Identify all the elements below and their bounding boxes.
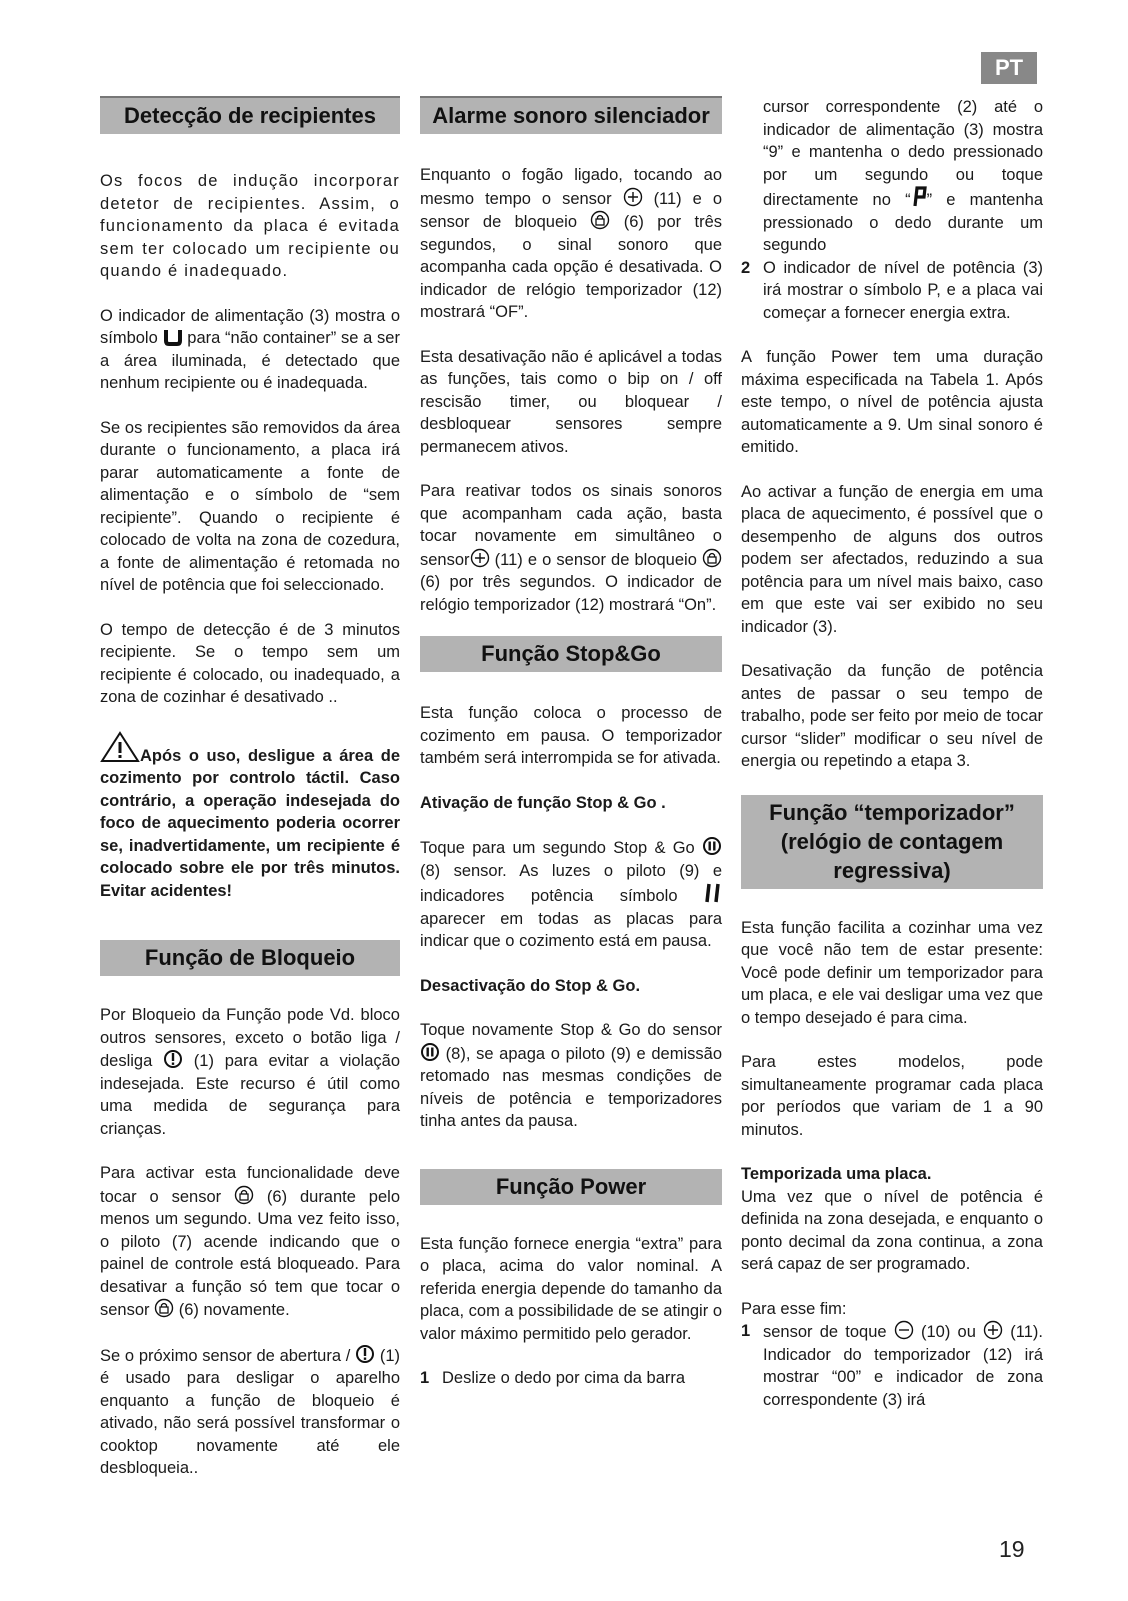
no-container-symbol-icon [163,328,183,346]
lock-sensor-icon [702,548,722,568]
paragraph: Se os recipientes são removidos da área durante o funcionamento, a placa irá parar automaticamente a fonte de alimentação e o símbolo de “sem recipiente”. Quando o recipiente é colocado de volta na zona de cozedura, a fonte de alimentação é retomada no nível de potência que foi seleccionado. [100,418,400,594]
section-heading-timer-function: Função “temporizador” (relógio de contagem regressiva) [741,795,1043,889]
lock-sensor-icon [590,210,610,230]
step-text: sensor de toque (10) ou (11). Indicador do temporizador (12) irá mostrar “00” e indicador de zona correspondente (3) irá [763,1320,1043,1411]
paragraph: Por Bloqueio da Função pode Vd. bloco outros sensores, exceto o botão liga / desliga (1) para evitar a violação indesejada. Este recurso é útil como uma medida de segurança para crianças. [100,1006,401,1138]
warning-triangle-icon [100,731,140,763]
paragraph: Uma vez que o nível de potência é definida na zona desejada, e enquanto o ponto decimal da zona continua, a zona será capaz de ser programado. [741,1187,1043,1273]
plus-sensor-icon [623,187,643,207]
section-heading-alarm-silencer: Alarme sonoro silenciador [420,96,722,134]
lock-sensor-icon [234,1185,254,1205]
pause-sensor-icon [702,836,722,856]
paragraph: cursor correspondente (2) até o indicador de alimentação (3) mostra “9” e mantenha o dedo pressionado por um segundo ou toque directamente no “ ” e mantenha pressionado o dedo durante um segundo [763,98,1044,254]
power-button-icon [355,1344,375,1364]
subheading: Desactivação do Stop & Go. [420,976,641,995]
paragraph: Para activar esta funcionalidade deve tocar o sensor (6) durante pelo menos um segundo. Uma vez feito isso, o piloto (7) acende indicando que o painel de controle está bloqueado. Para desativar a função só tem que tocar o sensor (6) novamente. [100,1164,400,1319]
plus-sensor-icon [470,548,490,568]
column-2 [420,96,722,1390]
subheading: Ativação de função Stop & Go . [420,793,666,812]
paragraph: Para reativar todos os sinais sonoros que acompanham cada ação, basta tocar novamente em simultâneo o sensor (11) e o sensor de bloqueio (6) por três segundos. O indicador de relógio temporizador (12) mostrará “On”. [420,482,722,614]
paragraph: Enquanto o fogão ligado, tocando ao mesmo tempo o sensor (11) e o sensor de bloqueio (6) por três segundos, o sinal sonoro que acompanha cada opção é desativada. O indicador de relógio temporizador (12) mostrará “OF”. [420,166,722,321]
paragraph: Os focos de indução incorporar detetor de recipientes. Assim, o funcionamento da placa é evitada sem ter colocado um recipiente ou quando é inadequado. [100,172,400,280]
plus-sensor-icon [983,1320,1003,1340]
paragraph: Esta desativação não é aplicável a todas as funções, tais como o bip on / off rescisão timer, ou bloquear / desbloquear sensores sempre permanecem ativos. [420,347,722,456]
paragraph: Toque novamente Stop & Go do sensor (8), se apaga o piloto (9) e demissão retomado nas mesmas condições de níveis de potência e temporizadores tinha antes da pausa. [420,1021,722,1130]
pause-sensor-icon [420,1042,440,1062]
paragraph: Se o próximo sensor de abertura / (1) é usado para desligar o aparelho enquanto a função de bloqueio é ativado, não será possível transformar o cooktop novamente até ele desbloqueia.. [100,1344,400,1480]
column-1 [100,96,400,1480]
warning-paragraph: Após o uso, desligue a área de cozimento por controlo táctil. Caso contrário, a operação indesejada do foco de aquecimento poderia ocorrer se, inadvertidamente, um recipiente é colocado sobre ele por três minutos. Evitar acidentes! [100,731,400,903]
paragraph: O indicador de alimentação (3) mostra o símbolo para “não container” se a ser a área iluminada, é detectado que nenhum recipiente ou é inadequada. [100,306,400,392]
pause-symbol-icon [704,882,722,904]
section-heading-power-function: Função Power [420,1169,722,1205]
subheading: Temporizada uma placa. [741,1165,932,1183]
page-number: 19 [999,1536,1025,1562]
step-text: O indicador de nível de potência (3) irá mostrar o símbolo P, e a placa vai começar a fornecer energia extra. [763,258,1043,322]
step-number: 1 [741,1322,751,1340]
column-3 [741,96,1043,1411]
paragraph: Desativação da função de potência antes de passar o seu tempo de trabalho, pode ser feito por meio de tocar cursor “slider” modificar o seu nível de energia ou repetindo a etapa 3. [741,662,1043,770]
numbered-step [741,257,1043,325]
paragraph: Toque para um segundo Stop & Go (8) sensor. As luzes o piloto (9) e indicadores potência símbolo aparecer em todas as placas para indicar que o cozimento está em pausa. [420,836,722,953]
paragraph: O tempo de detecção é de 3 minutos recipiente. Se o tempo sem um recipiente é colocado, ou inadequado, a zona de cozinhar é desativado .. [100,620,400,706]
paragraph: Para estes modelos, pode simultaneamente programar cada placa por períodos que variam de 1 a 90 minutos. [741,1053,1043,1139]
numbered-step [741,1320,1043,1411]
lock-sensor-icon [154,1298,174,1318]
step-text: Deslize o dedo por cima da barra [442,1369,686,1387]
paragraph: Esta função fornece energia “extra” para o placa, acima do valor nominal. A referida energia depende do tamanho da placa, com a possibilidade de se atingir o valor máximo permitido pelo gerador. [420,1234,722,1343]
step-number: 1 [420,1369,430,1387]
minus-sensor-icon [894,1320,914,1340]
paragraph: Esta função coloca o processo de cozimento em pausa. O temporizador também será interrompida se for ativada. [420,704,722,767]
paragraph: A função Power tem uma duração máxima especificada na Tabela 1. Após este tempo, o nível de potência ajusta automaticamente a 9. Um sinal sonoro é emitido. [741,348,1043,456]
section-heading-container-detection: Detecção de recipientes [100,96,400,134]
section-heading-lock-function: Função de Bloqueio [100,940,400,976]
paragraph: Ao activar a função de energia em uma placa de aquecimento, é possível que o desempenho de alguns dos outros podem ser afectados, reduzindo a sua potência para um nível mais baixo, caso em que este vai ser exibido no seu indicador (3). [741,482,1043,636]
step-number: 2 [741,258,751,277]
language-tab: PT [981,52,1037,84]
power-button-icon [163,1049,183,1069]
power-p-symbol-icon [911,186,927,208]
section-heading-stop-go: Função Stop&Go [420,636,722,672]
numbered-step [420,1367,722,1390]
paragraph: Para esse fim: [741,1299,847,1318]
paragraph: Esta função facilita a cozinhar uma vez que você não tem de estar presente: Você pode definir um temporizador para um placa, e ele vai desligar uma vez que o tempo desejado é para cima. [741,918,1043,1027]
